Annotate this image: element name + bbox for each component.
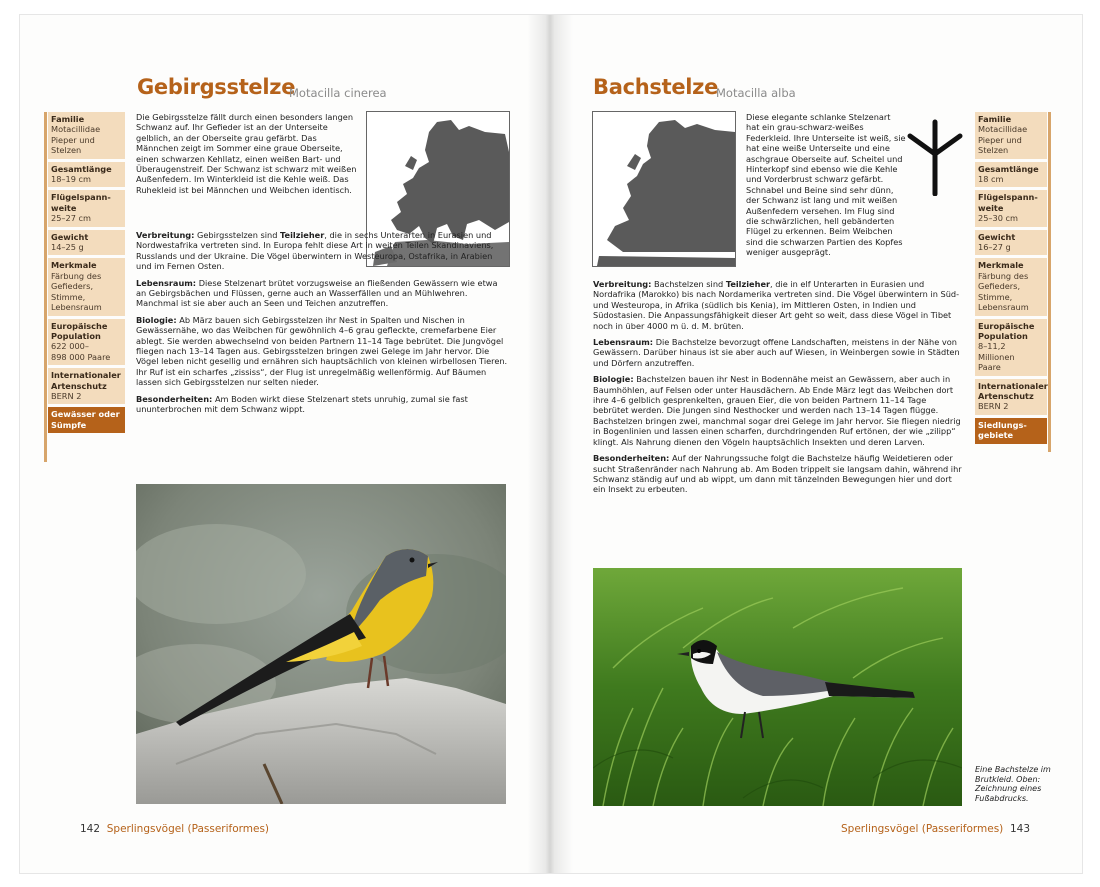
info-box-value: 25–30 cm <box>978 213 1019 224</box>
book-gutter <box>527 15 573 873</box>
info-box-label: Europäische Population <box>51 320 108 341</box>
paragraph-special-left: Besonderheiten: Am Boden wirkt diese Stelzenart stets unruhig, zumal sie fast ununterbrochen mit dem Schwanz wippt. <box>136 393 468 415</box>
footer-right <box>841 823 1030 835</box>
info-box-value: 16–27 g <box>978 242 1011 253</box>
sidebar-accent-right <box>1048 112 1051 452</box>
info-box-value: Färbung des Gefieders, Stimme, Lebensraum <box>978 270 1029 313</box>
europe-map-icon-right <box>593 112 735 266</box>
photo-caption-right: Eine Bachstelze im Brutkleid. Oben: Zeichnung eines Fußabdrucks. <box>975 765 1051 803</box>
page-title-left: Gebirgsstelze <box>137 75 296 99</box>
info-box-value: 14–25 g <box>51 242 84 253</box>
info-box-label: Gesamtlänge <box>51 163 112 174</box>
info-box-value: BERN 2 <box>51 390 82 401</box>
info-box-label: Familie <box>978 114 1012 124</box>
page-title-right: Bachstelze <box>593 75 719 99</box>
sidebar-accent-left <box>44 112 47 462</box>
info-box-value: 25–27 cm <box>51 213 92 224</box>
paragraph-distribution-left: Verbreitung: Gebirgsstelzen sind Teilzieher, die in sechs Unterarten in Eurasien und Nordwestafrika vertreten sind. In Europa fehlt diese Art in weiten Teilen Skandinaviens, Russlands und der Ukraine. Die Vögel überwintern in Westeuropa, Ostafrika, in Arabien und im Fernen Osten. <box>136 230 494 272</box>
info-box <box>48 368 125 404</box>
page-number-right: 143 <box>1009 823 1031 835</box>
info-box-value: Färbung des Gefieders, Stimme, Lebensraum <box>51 270 102 313</box>
info-box <box>975 190 1047 226</box>
info-sidebar-right <box>975 112 1047 447</box>
info-box-label: Gesamtlänge <box>978 163 1039 174</box>
latin-name-left: Motacilla cinerea <box>289 86 387 100</box>
info-box <box>48 258 125 315</box>
info-box <box>975 319 1047 376</box>
habitat-badge: Siedlungs- gebiete <box>975 418 1047 444</box>
info-box-label: Familie <box>51 114 85 124</box>
paragraph-special-right: Besonderheiten: Auf der Nahrungssuche folgt die Bachstelze häufig Weidetieren oder sucht Straßenränder nach Nahrung ab. Am Boden trippelt sie langsam dahin, während ihr Schwanz ständig auf und ab wippt, um dann mit tänzelnden Bewegungen hier und dort ein Insekt zu erbeuten. <box>593 453 962 495</box>
paragraph-habitat-left: Lebensraum: Diese Stelzenart brütet vorzugsweise an fließenden Gewässern wie etwa an Gebirgsbächen und Flüssen, gerne auch an Wasserfällen und an Mühlwehren. Manchmal ist sie aber auch an Seen und Teichen anzutreffen. <box>136 277 498 309</box>
info-box-value: 18 cm <box>978 174 1004 185</box>
info-box <box>48 112 125 159</box>
info-box-label: Merkmale <box>978 260 1024 271</box>
info-box-label: Gewicht <box>978 231 1016 242</box>
info-box <box>975 258 1047 315</box>
paragraph-biology-left: Biologie: Ab März bauen sich Gebirgsstelzen ihr Nest in Spalten und Nischen in Gewässernähe, wo das Weibchen für gewöhnlich 4–6 grau gefleckte, cremefarbene Eier ablegt. Sie werden abwechselnd von beiden Partnern 11–14 Tage bebrütet. Die Jungvögel fliegen nach 13–14 Tagen aus. Gebirgsstelzen bringen zwei Gelege im Jahr hervor. Die Vögel leben nicht gesellig und ernähren sich hauptsächlich von kleinen wirbellosen Tieren. Ihr Ruf ist ein scharfes „zississ“, der Flug ist unregelmäßig wellenförmig. Auf Bäumen lassen sich Gebirgsstelzen nur selten nieder. <box>136 314 508 388</box>
footer-left <box>80 823 269 835</box>
intro-text-left: Die Gebirgsstelze fällt durch einen besonders langen Schwanz auf. Ihr Gefieder ist an der Unterseite gelblich, an der Oberseite grau gefärbt. Das Männchen zeigt im Sommer eine graue Oberseite, einen schwarzen Kehllatz, einen weißen Bart- und Überaugenstreif. Der Schwanz ist schwarz mit weißen Außenfedern. Im Winterkleid ist die Kehle weiß. Das Ruhekleid ist bei Männchen und Weibchen identisch. <box>136 112 357 195</box>
habitat-badge: Gewässer oder Sümpfe <box>48 407 125 433</box>
info-box-value: 8–11,2 Millionen Paare <box>978 341 1015 373</box>
info-box-value: 18–19 cm <box>51 174 92 185</box>
section-name-left: Sperlingsvögel (Passeriformes) <box>106 823 270 835</box>
info-box-value: 622 000– 898 000 Paare <box>51 341 111 362</box>
info-box <box>975 162 1047 188</box>
section-name-right: Sperlingsvögel (Passeriformes) <box>841 823 1004 835</box>
info-box-label: Gewicht <box>51 231 89 242</box>
info-box-label: Internationaler Artenschutz <box>978 380 1048 401</box>
paragraph-biology-right: Biologie: Bachstelzen bauen ihr Nest in Bodennähe meist an Gewässern, aber auch in Baumhöhlen, auf Felsen oder unter Hausdächern. Ab Ende März legt das Weibchen dort ihre 4–6 gelblich gesprenkelten, grauen Eier, die von beiden Partnern 11–14 Tage bebrütet werden. Die Jungen sind Nesthocker und werden nach 13–14 Tagen flügge. Bachstelzen bringen zwei, manchmal sogar drei Gelege im Jahr hervor. Sie fliegen niedrig in Bogenlinien und lassen einen scharfen, durchdringenden Ruf ertönen, der wie „zilipp“ klingt. Als Nahrung dienen den Vögeln hauptsächlich Insekten und deren Larven. <box>593 374 961 447</box>
info-box <box>975 112 1047 159</box>
body-text-left <box>136 230 508 421</box>
paragraph-habitat-right: Lebensraum: Die Bachstelze bevorzugt offene Landschaften, meistens in der Nähe von Gewässern. Darüber hinaus ist sie aber auch auf Wiesen, in Weinbergen sowie in Städten und Dörfern anzutreffen. <box>593 337 960 368</box>
footprint-icon <box>906 118 964 196</box>
info-box-value: Motacillidae Pieper und Stelzen <box>51 124 101 156</box>
info-box <box>48 230 125 256</box>
info-box <box>48 319 125 366</box>
info-box-label: Europäische Population <box>978 320 1035 341</box>
info-box <box>48 162 125 188</box>
body-text-right <box>593 279 963 501</box>
info-box <box>975 230 1047 256</box>
info-box-value: BERN 2 <box>978 401 1009 412</box>
photo-grey-wagtail <box>136 484 506 804</box>
info-box-label: Flügelspann- weite <box>51 192 111 213</box>
info-box-label: Internationaler Artenschutz <box>51 370 121 391</box>
info-box-label: Merkmale <box>51 260 97 271</box>
photo-white-wagtail <box>593 568 962 806</box>
info-box <box>975 379 1047 415</box>
info-box-value: Motacillidae Pieper und Stelzen <box>978 124 1028 156</box>
page-number-left: 142 <box>80 823 101 835</box>
info-box-label: Flügelspann- weite <box>978 192 1038 213</box>
paragraph-distribution-right: Verbreitung: Bachstelzen sind Teilzieher, die in elf Unterarten in Eurasien und Nordafrika (Marokko) bis nach Nordamerika vertreten sind. Die Vögel überwintern in Süd- und Westeuropa, in Afrika (südlich bis Kenia), im Mittleren Osten, in Indien und Südostasien. Die Anpassungsfähigkeit dieser Art geht so weit, dass diese Vögel in Tibet noch in über 4000 m ü. d. M. brüten. <box>593 279 960 331</box>
info-box <box>48 190 125 226</box>
distribution-map-right <box>592 111 736 267</box>
latin-name-right: Motacilla alba <box>716 86 796 100</box>
info-sidebar-left <box>48 112 125 436</box>
intro-text-right: Diese elegante schlanke Stelzenart hat ein grau-schwarz-weißes Federkleid. Ihre Unterseite ist weiß, sie hat eine weiße Unterseite und eine aschgraue Oberseite auf. Scheitel und Hinterkopf sind ebenso wie die Kehle und Vorderbrust schwarz gefärbt. Schnabel und Beine sind sehr dünn, der Schwanz ist lang und mit weißen Außenfedern versehen. Im Flug sind die schwärzlichen, hell gebänderten Flügel zu erkennen. Beim Weibchen sind die schwarzen Partien des Kopfes weniger ausgeprägt. <box>746 112 906 258</box>
